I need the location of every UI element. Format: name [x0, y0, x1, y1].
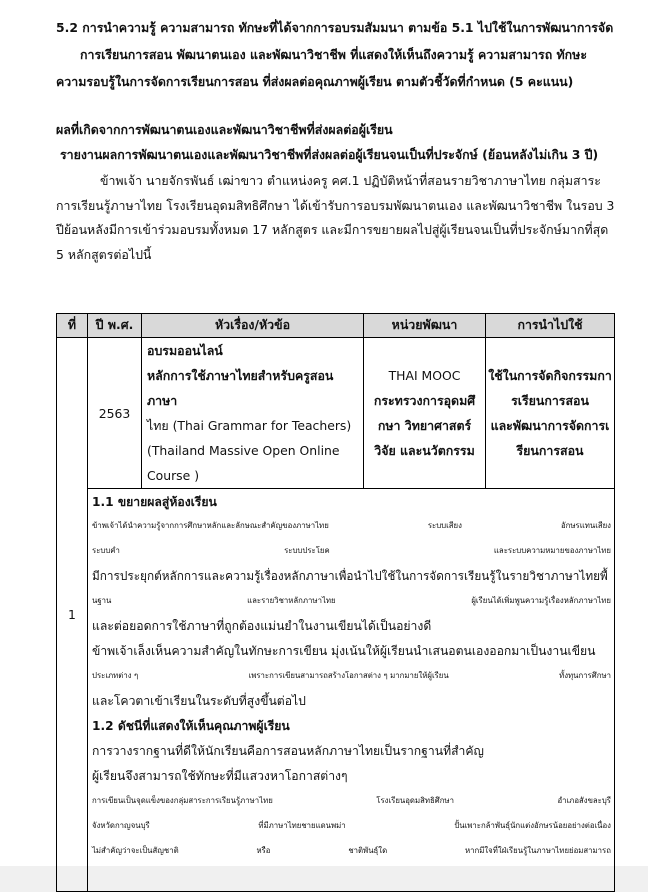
paragraph-line-1: ข้าพเจ้า นายจักรพันธ์ เฒ่าขาว ตำแหน่งครู คศ.1 ปฏิบัติหน้าที่สอนรายวิชาภาษาไทย กลุ่มสาระ [100, 173, 601, 188]
row-unit [364, 338, 486, 489]
use-line: รียนการสอน [516, 443, 584, 458]
topic-line: อบรมออนไลน์ [147, 343, 223, 358]
detail-line: นฐาน และรายวิชาหลักภาษาไทย ผู้เรียนได้เพิ่มพูนความรู้เรื่องหลักภาษาไทย [92, 596, 611, 605]
unit-line: THAI MOOC [388, 368, 461, 383]
detail-line: ประเภทต่าง ๆ เพราะการเขียนสามารถสร้างโอกาสต่าง ๆ มากมายให้ผู้เรียน ทั้งทุนการศึกษา [92, 671, 611, 680]
detail-line: ผู้เรียนจึงสามารถใช้ทักษะที่มีแสวงหาโอกาสต่างๆ [92, 769, 348, 783]
paragraph-line-4: 5 หลักสูตรต่อไปนี้ [56, 247, 152, 262]
detail-line: และต่อยอดการใช้ภาษาที่ถูกต้องแม่นยำในงานเขียนได้เป็นอย่างดี [92, 619, 432, 633]
detail-heading-1: 1.1 ขยายผลสู่ห้องเรียน [92, 495, 217, 509]
header-use: การนำไปใช้ [486, 314, 615, 338]
row-use [486, 338, 615, 489]
intro-line-2: การเรียนการสอน พัฒนาตนเอง และพัฒนาวิชาชีพ ที่แสดงให้เห็นถึงความรู้ ความสามารถ ทักษะ [80, 47, 587, 62]
table-row [57, 338, 615, 489]
detail-line: จังหวัดกาญจนบุรี ที่มีภาษาไทยชายแดนพม่า ปั้นเพาะกล้าพันธุ์นักแต่งอักษรน้อยอย่างต่อเนื่อง [92, 821, 611, 830]
header-unit: หน่วยพัฒนา [364, 314, 486, 338]
detail-heading-2: 1.2 ดัชนีที่แสดงให้เห็นคุณภาพผู้เรียน [92, 719, 290, 733]
header-year: ปี พ.ศ. [88, 314, 142, 338]
use-line: ใช้ในการจัดกิจกรรมกา [488, 368, 612, 383]
detail-line: ระบบคำ ระบบประโยค และระบบความหมายของภาษาไทย [92, 546, 611, 555]
development-table [56, 313, 615, 892]
paragraph-line-3: ปีย้อนหลังมีการเข้าร่วมอบรมทั้งหมด 17 หลักสูตร และมีการขยายผลไปสู่ผู้เรียนจนเป็นที่ประจักษ์มากที่สุด [56, 222, 609, 237]
detail-line: มีการประยุกต์หลักการและความรู้เรื่องหลักภาษาเพื่อนำไปใช้ในการจัดการเรียนรู้ในรายวิชาภาษาไทยพื้ [92, 569, 608, 583]
detail-cell [88, 489, 615, 892]
row-topic [142, 338, 364, 489]
unit-line: กษา วิทยาศาสตร์ [377, 418, 472, 433]
unit-line: กระทรวงการอุดมศึ [373, 393, 476, 408]
intro-line-3: ความรอบรู้ในการจัดการเรียนการสอน ที่ส่งผลต่อคุณภาพผู้เรียน ตามตัวชี้วัดที่กำหนด (5 คะแนน) [56, 74, 574, 89]
report-heading: รายงานผลการพัฒนาตนเองและพัฒนาวิชาชีพที่ส่งผลต่อผู้เรียนจนเป็นที่ประจักษ์ (ย้อนหลังไม่เกิน 3 ปี) [60, 147, 599, 162]
table-header-row [57, 314, 615, 338]
detail-line: ข้าพเจ้าได้นำความรู้จากการศึกษาหลักและลักษณะสำคัญของภาษาไทย ระบบเสียง อักษรแทนเสียง [92, 521, 611, 530]
header-topic: หัวเรื่อง/หัวข้อ [142, 314, 364, 338]
topic-line: (Thailand Massive Open Online [147, 443, 340, 458]
detail-line: การเขียนเป็นจุดแข็งของกลุ่มสาระการเรียนรู้ภาษาไทย โรงเรียนอุดมสิทธิศึกษา อำเภอสังขละบุรี [92, 796, 611, 805]
topic-line: Course ) [147, 468, 200, 483]
use-line: รเรียนการสอน [511, 393, 589, 408]
row-year: 2563 [88, 338, 142, 489]
row-number: 1 [57, 338, 88, 892]
paragraph-line-2: การเรียนรู้ภาษาไทย โรงเรียนอุดมสิทธิศึกษา ได้เข้ารับการอบรมพัฒนาตนเอง และพัฒนาวิชาชีพ ในรอบ 3 [56, 198, 615, 213]
results-heading: ผลที่เกิดจากการพัฒนาตนเองและพัฒนาวิชาชีพที่ส่งผลต่อผู้เรียน [56, 122, 393, 137]
unit-line: วิจัย และนวัตกรรม [374, 443, 475, 458]
detail-line: และโควตาเข้าเรียนในระดับที่สูงขึ้นต่อไป [92, 694, 306, 708]
topic-line: หลักการใช้ภาษาไทยสำหรับครูสอนภาษา [147, 368, 334, 408]
detail-line: ไม่สำคัญว่าจะเป็นสัญชาติ หรือ ชาติพันธุ์ใด หากมีใจที่ใฝ่เรียนรู้ในภาษาไทยย่อมสามารถ [92, 846, 611, 855]
detail-content [88, 489, 614, 891]
use-line: และพัฒนาการจัดการเ [490, 418, 610, 433]
table-detail-row [57, 489, 615, 892]
detail-line: ข้าพเจ้าเล็งเห็นความสำคัญในทักษะการเขียน มุ่งเน้นให้ผู้เรียนนำเสนอตนเองออกมาเป็น งานเขียน [92, 644, 596, 658]
header-no: ที่ [57, 314, 88, 338]
intro-line-1: 5.2 การนำความรู้ ความสามารถ ทักษะที่ได้จากการอบรมสัมมนา ตามข้อ 5.1 ไปใช้ในการพัฒนาการจัด [56, 20, 614, 35]
topic-line: ไทย (Thai Grammar for Teachers) [147, 418, 352, 433]
detail-line: การวางรากฐานที่ดีให้นักเรียนคือการสอนหลักภาษาไทยเป็นรากฐานที่สำคัญ [92, 744, 484, 758]
